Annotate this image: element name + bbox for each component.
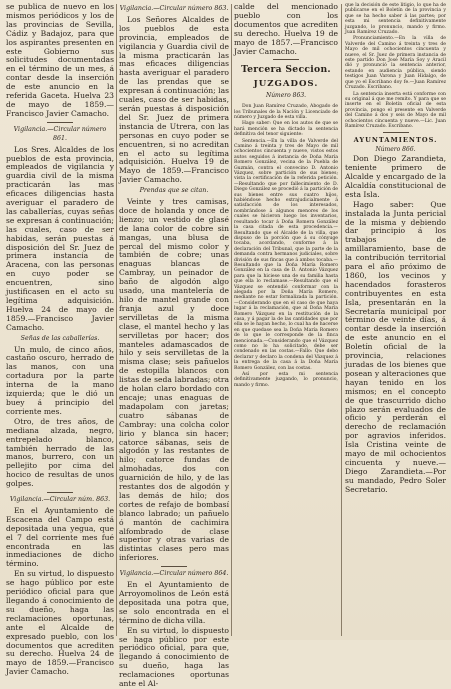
paragraph: Sentencia.—En la villa de Valverde del Camino á treinta y tres de Mayo de mil ochocientos cincuenta y nueve, vistos estos autos seguidos á instancia de Doña María Romero González, vecina de la Puebla de Guzmán, contra el convecino D. Antonio Vázquez, sobre partición de sus bienes; vista la certificación de la referida petición.—Resultando que por fallecimiento de D. Diego González se procedió á la partición de sus bienes entre sus cuatro hijos, habiéndose hecho extrajudicialmente á satisfacción de los interesados, nombrándose á algunos menores de los cuales se hicieron luego los inventarios, resultando tocar á Doña Romera González la casa citada de esta procedencia.—Resultando que el Alcalde de la villa, que dispuso de la porción que á su cónyuge tocaba, acordando, conforme á la declaración del Tribunal, que la parte de la demanda contra hermanos judiciales, sobre división de sus fincas que á ambos tocaba.—Resultando que la Doña María Romero González en la casa de D. Antonio Vázquez para que la hiciese una de su familia hasta que ella lo reclamase.—Resultando que el Vázquez se entendió conformar con la alegada por la Doña María Romero, mediante no estar formalizada la partición.—Considerando que en el caso de que haya lugar á la reclamación, que al Doña María Romero Vázquez en la restitución de la casa, y á pagar la de las cantidades que por ella se le hayan hecho, lo cual ha de hacerse en que quedase sea la Doña María Romero de lo que le corresponde de la finca mencionada.—Considerando que el Vázquez como no lo ha solicitado, debe ser condenado en las costas.—Fallo: Que debo declarar y declaro la condena del Vázquez á la entrega de la casa á la Doña María Romero González, con las costas. <box>234 138 338 371</box>
separator-rule <box>47 492 73 493</box>
column-3 <box>234 3 338 637</box>
paragraph: En el Ayuntamiento de Arroyomolinos de León está depositada una potra que, se solo encontrada en el término de dicha villa. <box>119 580 229 625</box>
circular-heading: Vigilancia.—Circular núm. 863. <box>9 496 111 504</box>
paragraph: En su virtud, lo dispuesto se hago público por este periódico oficial para que llegando á conocimiento de su dueño, haga las reclamaciones oportunas, ante el Alcalde de expresado pueblo, con los documentos que acrediten su derecho. Huelva 24 de mayo de 1859.—Francisco Javier Camacho. <box>6 569 114 677</box>
column-4 <box>345 3 446 637</box>
paragraph: Don Diego Zarandieta, teniente primero de Alcalde y encargado de la Alcaldía constitucional de esta Isla. <box>345 154 446 199</box>
paragraph: Un mulo, de cinco años, castaño oscuro, herrado de las manos, con una cortadura por la parte interna de la mano izquierda; que le dió un buey á principio del corriente mes. <box>6 344 114 416</box>
column-divider <box>116 4 117 636</box>
separator-rule <box>383 132 409 133</box>
circular-heading: Vigilancia.—Circular número 861. <box>13 125 107 142</box>
section-heading-ayuntamientos: AYUNTAMIENTOS. <box>353 136 438 145</box>
section-title: Tercera Seccion. <box>241 64 331 76</box>
notice-number: Número 866. <box>375 145 416 153</box>
paragraph: Así por esta mi sentencia definitivamente juzgando, lo pronuncio, mando y firmo. <box>234 372 338 388</box>
paragraph: Hago saber: Que instalada la Junta pericial de la misma y debiendo dar principio á los trabajos de amillaramiento, base de la contribución territorial para el año próximo de 1860, los vecinos y hacendados forasteros contribuyentes en esta Isla, presentarán en la Secretaría municipal por término de veinte días, á contar desde la inserción de este anuncio en el Boletín oficial de la provincia, relaciones juradas de los bienes que posean y alteraciones que hayan tenido en los mismos; en el concepto de que trascurrido dicho plazo serán evaluados de oficio y perderán el derecho de reclamación por agravios inferidos. Isla Cristina veinte de mayo de mil ochocientos cincuenta y nueve.—Diego Zarandieta.—Por su mandado, Pedro Soler Secretario. <box>345 199 446 494</box>
separator-rule <box>161 566 187 567</box>
column-divider <box>231 4 232 636</box>
section-heading-juzgados: JUZGADOS. <box>253 79 319 90</box>
paragraph: Los Sres. Alcaldes de los pueblos de esta provincia, empleados de vigilancia y guardia civil de la misma practicarán las mas eficaces diligencias hasta averiguar el paradero de las caballerías, cuyas señas se expresan á continuación; las cuales, caso de ser habidas, serán puestas á disposición del Sr. Juez de primera instancia de Aracena, con las personas en cuyo poder se encuentren, sino justificasen en el acto su legítima adquisición. Huelva 24 de mayo de 1859.—Francisco Javier Camacho. <box>6 144 114 332</box>
separator-rule <box>273 59 299 60</box>
notice-number: Número 863. <box>265 92 307 100</box>
section-subheading: Señas de las caballerías. <box>20 334 100 342</box>
paragraph: que la decisión de este litigio, lo que ha de publicarse en el Boletín de la provincia y que se ha hecho saber á las partes; por esta mi sentencia definitivamente juzgando, lo pronuncio, mando y firmo. Juan Ramírez Cruzado. <box>345 3 446 36</box>
separator-rule <box>47 122 73 123</box>
paragraph: En su virtud, lo dispuesto se haga público por este periódico oficial, para que, llegando á conocimiento de su dueño, haga las reclamaciones oportunas ante el Al- <box>119 625 229 689</box>
paragraph: La sentencia inserta está conforme con su original á que me remito. Y para que se inserte en el Boletín oficial de esta provincia, pongo el presente en Valverde del Camino á dos y seis de Mayo de mil ochocientos cincuenta y nueve.—Lic. Juan Ramírez Cruzado. Escribano. <box>345 91 446 129</box>
paragraph: se publica de nuevo en los mismos periódicos y los de las provincias de Sevilla, Cádiz y Badajoz, para que los aspirantes presenten en este Gobierno sus solicitudes documentadas en el término de un mes, á contar desde la inserción de este anuncio en la referida Gaceta. Huelva 23 de mayo de 1859.—Francisco Javier Camacho. <box>6 2 114 118</box>
circular-heading: Vigilancia.—Circular número 864. <box>119 570 229 578</box>
paragraph: calde del mencionado pueblo con los documentos que acrediten su derecho. Huelva 19 de mayo de 1857.—Francisco Javier Camacho. <box>234 2 338 56</box>
paragraph: Pronunciamiento.—En la villa de Valverde del Camino á treinta y tres de Mayo de mil ochocientos cincuenta y nueve, el Sr. Juez de primera instancia de este partido Don José María Soy y Aracil dió y pronunció la sentencia anterior, estando en audiencia pública, siendo testigos Juan Varona y Juan Hidalgo, de que yo el Escribano doy fe.—Juan Ramírez Cruzado. Escribano. <box>345 36 446 91</box>
column-1 <box>6 2 114 677</box>
section-subheading: Prendas que se citan. <box>139 187 209 195</box>
column-2 <box>119 3 229 689</box>
paragraph: Los Señores Alcaldes de los pueblos de esta provincia, empleados de vigilancia y Guardia civil de la misma practicarán las mas eficaces diligencias hasta averiguar el paradero de las prendas que se expresan á continuación; las cuales, caso de ser habidas, serán puestas á disposición del Sr. Juez de primera instancia de Utrera, con las personas en cuyo poder se encuentren, si no acreditan en el acto su legítima adquisición. Huelva 19 de Mayo de 1859.—Francisco Javier Camacho. <box>119 14 229 185</box>
circular-heading: Vigilancia.—Circular número 863. <box>119 5 229 12</box>
column-divider <box>341 4 342 636</box>
paragraph: En el Ayuntamiento de Escacena del Campo está depositada una yegua, que el 7 del corriente mes fué encontrada en las inmediaciones de dicho término. <box>6 505 114 569</box>
paragraph: Otro, de tres años, de mediana alzada, negro, entrepelado blanco, también herrado de las manos, burrero, con un pellejito por cima del hocico de resultas de unos golpes. <box>6 416 114 489</box>
paragraph: Don Juan Ramírez Cruzado, Abogado de los Tribunales de la Nación y Licenciado de número y Juzgado de esta villa. <box>234 104 338 120</box>
paragraph: Hago saber: Que en los autos de que se hará mención se ha dictado la sentencia definitiva del tenor siguiente: <box>234 121 338 138</box>
paragraph: Veinte y tres camisas, doce de holanda y once de lienzo; un vestido de glasé de lana color de cobre sin mangas, una blusa de percal del mismo color y también de cobre; unas enaguas blancas de Cambray, un peinador de baño de algodón algo usado, una mantelería de hilo de mantel grande con franja azul y doce servilletas de la misma clase, el mantel hecho y las servilletas por hacer; dos manteles adamascados de hilo y seis servilletas de la misma clase; seis pañuelos de estopilla blancos con listas de seda labradas; otra de holan claro bordado con encaje; unas enaguas de madapolam con jaretas; cuatro sábanas de Cambray: una colcha color lirio y blanca sin hacer; catorce sábanas, seis de algodón y las restantes de hilo; catorce fundas de almohadas, dos con guarnición de hilo, y de las restantes dos de algodón y las demás de hilo; dos cortes de refajo de bombasí blanco labrado; un pañuelo ó mantón de cachimira alfombrado de clase superior y otras varias de distintas clases pero mas inferiores. <box>119 197 229 563</box>
